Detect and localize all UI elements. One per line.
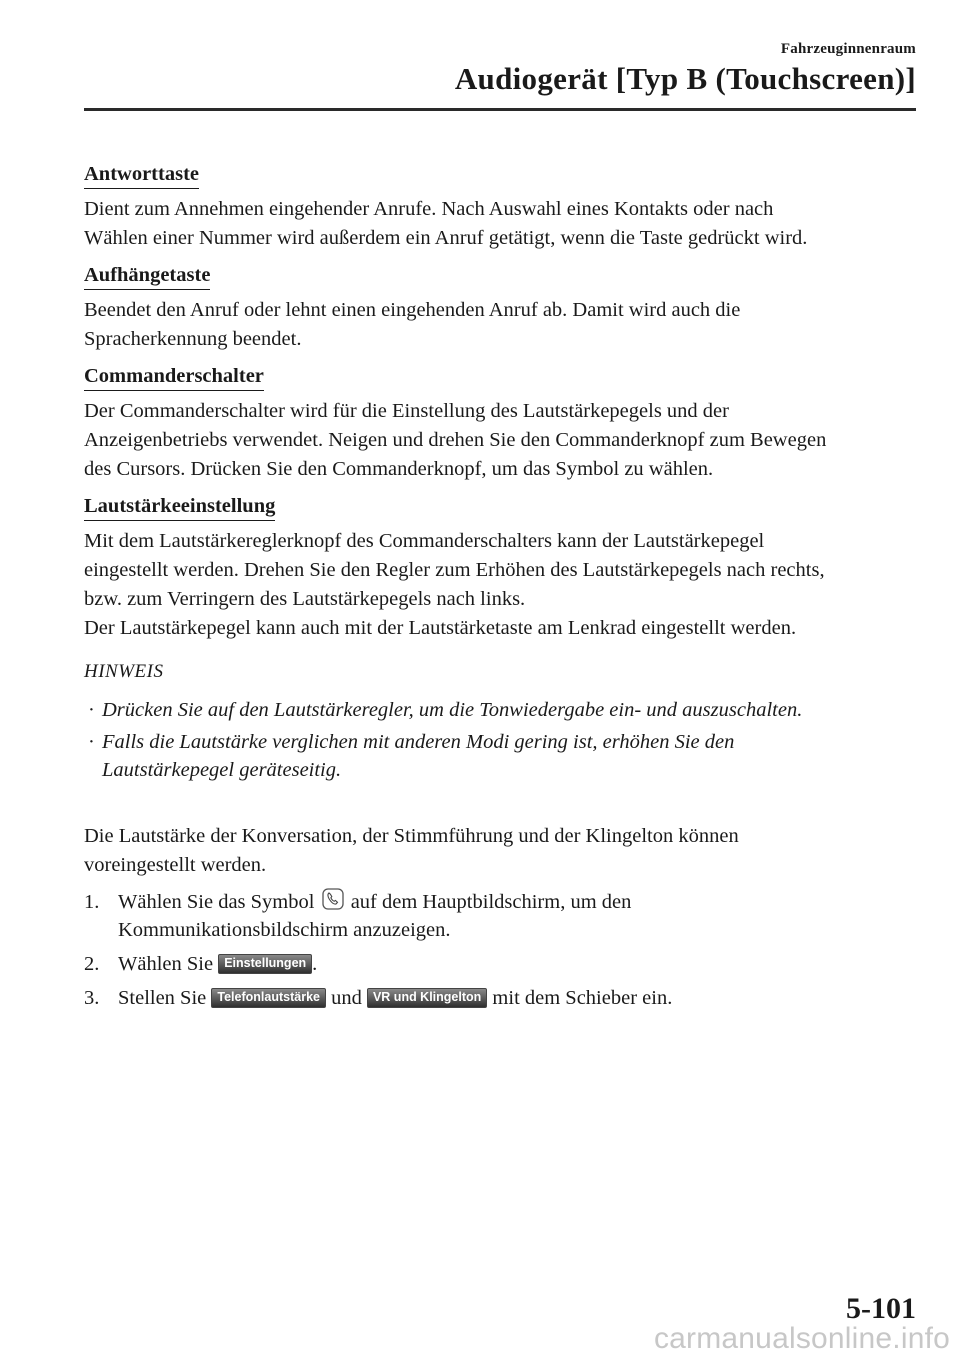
step-item <box>84 888 916 944</box>
body-line: eingestellt werden. Drehen Sie den Regler zum Erhöhen des Lautstärkepegels nach rechts, <box>84 559 825 581</box>
settings-button: Einstellungen <box>218 954 312 974</box>
note-item <box>84 728 916 784</box>
step-text: Stellen Sie <box>118 987 207 1009</box>
section-volume-adjustment <box>84 492 916 643</box>
body-line: Der Commanderschalter wird für die Einstellung des Lautstärkepegels und der <box>84 400 729 422</box>
body-line: Beendet den Anruf oder lehnt einen eingehenden Anruf ab. Damit wird auch die <box>84 299 741 321</box>
chapter-label: Fahrzeuginnenraum <box>780 41 916 57</box>
bullet-icon: · <box>88 731 95 753</box>
phone-volume-button: Telefonlautstärke <box>211 988 326 1008</box>
step-text: Wählen Sie das Symbol <box>118 891 315 913</box>
section-body <box>84 397 916 484</box>
note-text: Falls die Lautstärke verglichen mit anderen Modi gering ist, erhöhen Sie den <box>102 731 735 753</box>
body-line: Der Lautstärkepegel kann auch mit der Lautstärketaste am Lenkrad eingestellt werden. <box>84 617 797 639</box>
body-line: Wählen einer Nummer wird außerdem ein Anruf getätigt, wenn die Taste gedrückt wird. <box>84 227 808 249</box>
section-hangup-button <box>84 261 916 354</box>
header-rule <box>84 108 916 111</box>
note-item <box>84 696 916 724</box>
body-line: Dient zum Annehmen eingehender Anrufe. Nach Auswahl eines Kontakts oder nach <box>84 198 774 220</box>
body-line: des Cursors. Drücken Sie den Commanderknopf, um das Symbol zu wählen. <box>84 458 714 480</box>
intro-paragraph <box>84 822 916 880</box>
step-number: 2. <box>84 953 100 975</box>
section-body <box>84 527 916 643</box>
vr-ringtone-button: VR und Klingelton <box>367 988 487 1008</box>
steps-list <box>84 888 916 1012</box>
note-text: Lautstärkepegel geräteseitig. <box>102 759 342 781</box>
step-text: auf dem Hauptbildschirm, um den <box>350 891 632 913</box>
body-line: Die Lautstärke der Konversation, der Stimmführung und der Klingelton können <box>84 825 739 847</box>
note-text: Drücken Sie auf den Lautstärkeregler, um die Tonwiedergabe ein- und auszuschalten. <box>102 699 803 721</box>
page-title: Audiogerät [Typ B (Touchscreen)] <box>454 61 916 96</box>
section-commander-switch <box>84 362 916 484</box>
spacer <box>84 788 916 822</box>
watermark: carmanualsonline.info <box>653 1322 950 1355</box>
body-line: Mit dem Lautstärkereglerknopf des Commanderschalters kann der Lautstärkepegel <box>84 530 765 552</box>
section-body <box>84 296 916 354</box>
step-text: mit dem Schieber ein. <box>492 987 673 1009</box>
section-title: Lautstärkeeinstellung <box>84 493 275 521</box>
phone-icon <box>322 888 344 910</box>
step-text: und <box>331 987 362 1009</box>
step-item <box>84 950 916 978</box>
step-text: Kommunikationsbildschirm anzuzeigen. <box>118 919 451 941</box>
step-number: 1. <box>84 891 100 913</box>
note-list <box>84 696 916 784</box>
section-title: Aufhängetaste <box>84 262 210 290</box>
step-number: 3. <box>84 987 100 1009</box>
body-line: bzw. zum Verringern des Lautstärkepegels nach links. <box>84 588 526 610</box>
main-content <box>84 160 916 1018</box>
step-text: Wählen Sie <box>118 953 214 975</box>
page-header <box>84 40 916 98</box>
section-answer-button <box>84 160 916 253</box>
section-title: Commanderschalter <box>84 363 264 391</box>
step-text: . <box>312 953 318 975</box>
section-title: Antworttaste <box>84 161 199 189</box>
bullet-icon: · <box>88 699 95 721</box>
body-line: voreingestellt werden. <box>84 854 267 876</box>
step-item <box>84 984 916 1012</box>
note-heading: HINWEIS <box>84 661 164 682</box>
body-line: Spracherkennung beendet. <box>84 328 302 350</box>
page-number: 5-101 <box>846 1292 916 1325</box>
section-body <box>84 195 916 253</box>
body-line: Anzeigenbetriebs verwendet. Neigen und drehen Sie den Commanderknopf zum Bewegen <box>84 429 827 451</box>
